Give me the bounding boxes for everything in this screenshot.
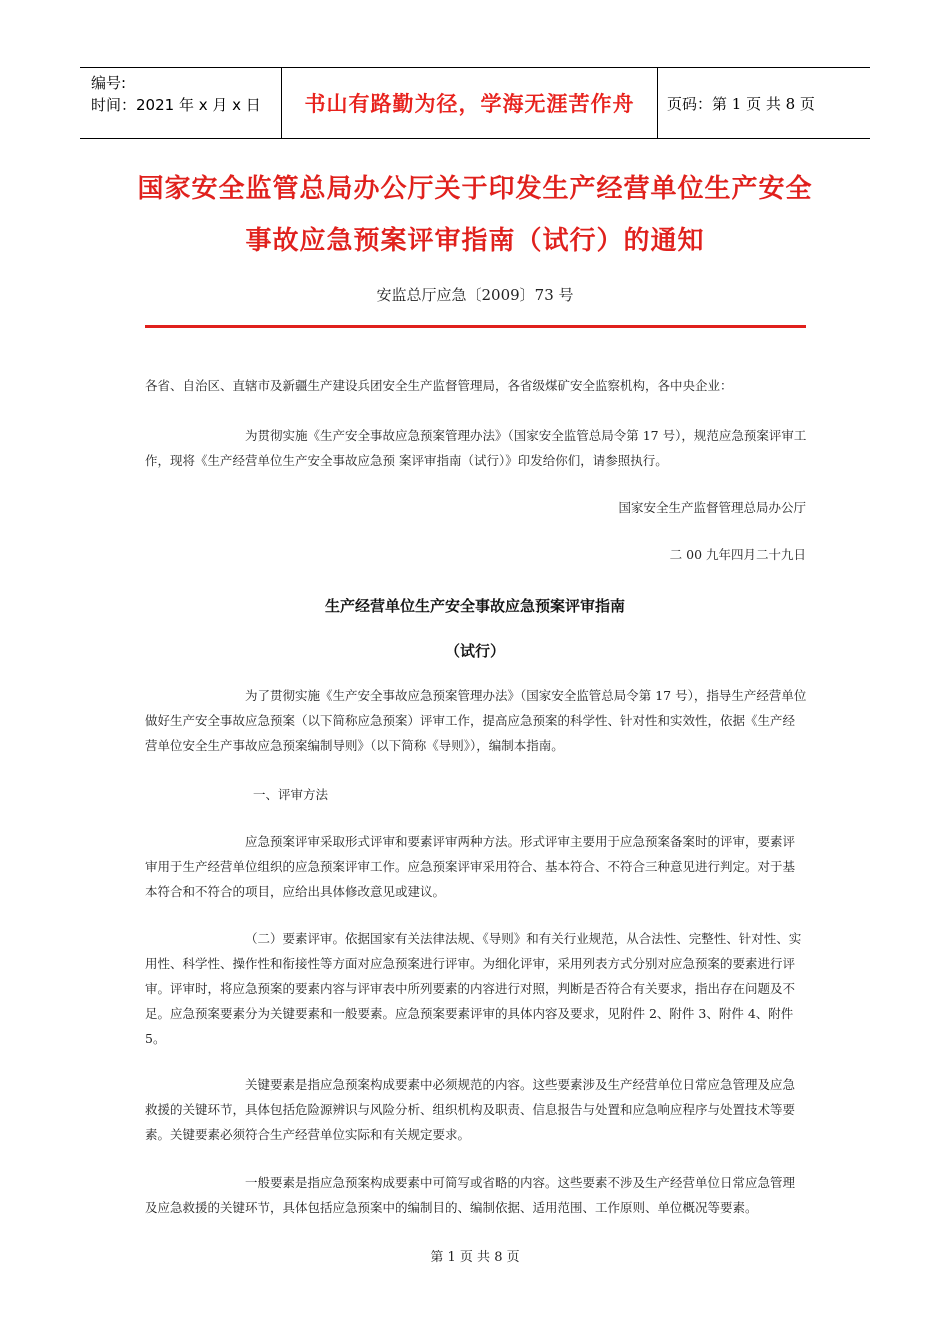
notice-title-line1: 国家安全监管总局办公厅关于印发生产经营单位生产安全	[137, 174, 813, 204]
header-meta-cell	[80, 68, 282, 138]
guide-subtitle: （试行）	[444, 642, 505, 660]
general-elements-paragraph: 一般要素是指应急预案构成要素中可简写或省略的内容。这些要素不涉及生产经营单位日常应急管理及应急救援的关键环节，具体包括应急预案中的编制目的、编制依据、适用范围、工作原则、单位概况等要素。	[145, 1175, 796, 1215]
addressees: 各省、自治区、直辖市及新疆生产建设兵团安全生产监督管理局，各省级煤矿安全监察机构，各中央企业：	[145, 378, 733, 393]
purpose-paragraph: 为了贯彻实施《生产安全事故应急预案管理办法》（国家安全监管总局令第 17 号），指导生产经营单位做好生产安全事故应急预案（以下简称应急预案）评审工作，提高应急预案的科学性、针对性和实效性，依据《生产经营单位安全生产事故应急预案编制导则》（以下简称《导则》），编制本指南。	[145, 688, 807, 753]
page-footer: 第 1 页 共 8 页	[430, 1250, 520, 1265]
header-motto-cell	[282, 68, 658, 138]
guide-title: 生产经营单位生产安全事故应急预案评审指南	[324, 597, 625, 615]
method-paragraph: 应急预案评审采取形式评审和要素评审两种方法。形式评审主要用于应急预案备案时的评审，要素评审用于生产经营单位组织的应急预案评审工作。应急预案评审采用符合、基本符合、不符合三种意见进行判定。对于基本符合和不符合的项目，应给出具体修改意见或建议。	[145, 834, 796, 899]
intro-paragraph: 为贯彻实施《生产安全事故应急预案管理办法》（国家安全监管总局令第 17 号），规范应急预案评审工作，现将《生产经营单位生产安全事故应急预 案评审指南（试行）》印发给你们，请参照执行。	[145, 428, 807, 468]
time-label: 时间：2021 年 x 月 x 日	[91, 96, 261, 114]
motto: 书山有路勤为径，学海无涯苦作舟	[304, 92, 635, 116]
document-number: 安监总厅应急〔2009〕73 号	[376, 286, 574, 304]
number-label: 编号:	[91, 74, 127, 92]
signature-org: 国家安全生产监督管理总局办公厅	[618, 500, 806, 515]
header-page-cell	[658, 68, 870, 138]
notice-title-line2: 事故应急预案评审指南（试行）的通知	[245, 226, 705, 256]
red-divider	[145, 325, 806, 328]
page-code: 页码：第 1 页 共 8 页	[667, 94, 815, 113]
key-elements-paragraph: 关键要素是指应急预案构成要素中必须规范的内容。这些要素涉及生产经营单位日常应急管理及应急救援的关键环节，具体包括危险源辨识与风险分析、组织机构及职责、信息报告与处置和应急响应程序与处置技术等要素。关键要素必须符合生产经营单位实际和有关规定要求。	[145, 1077, 796, 1142]
elements-paragraph: （二）要素评审。依据国家有关法律法规、《导则》和有关行业规范，从合法性、完整性、针对性、实用性、科学性、操作性和衔接性等方面对应急预案进行评审。为细化评审，采用列表方式分别对应急预案的要素进行评审。评审时，将应急预案的要素内容与评审表中所列要素的内容进行对照，判断是否符合有关要求，指出存在问题及不足。应急预案要素分为关键要素和一般要素。应急预案要素评审的具体内容及要求，见附件 2、附件 3、附件 4、附件 5。	[145, 931, 802, 1046]
section1-heading: 一、评审方法	[253, 787, 329, 802]
header-table	[80, 67, 870, 139]
signature-date: 二 00 九年四月二十九日	[669, 547, 806, 562]
